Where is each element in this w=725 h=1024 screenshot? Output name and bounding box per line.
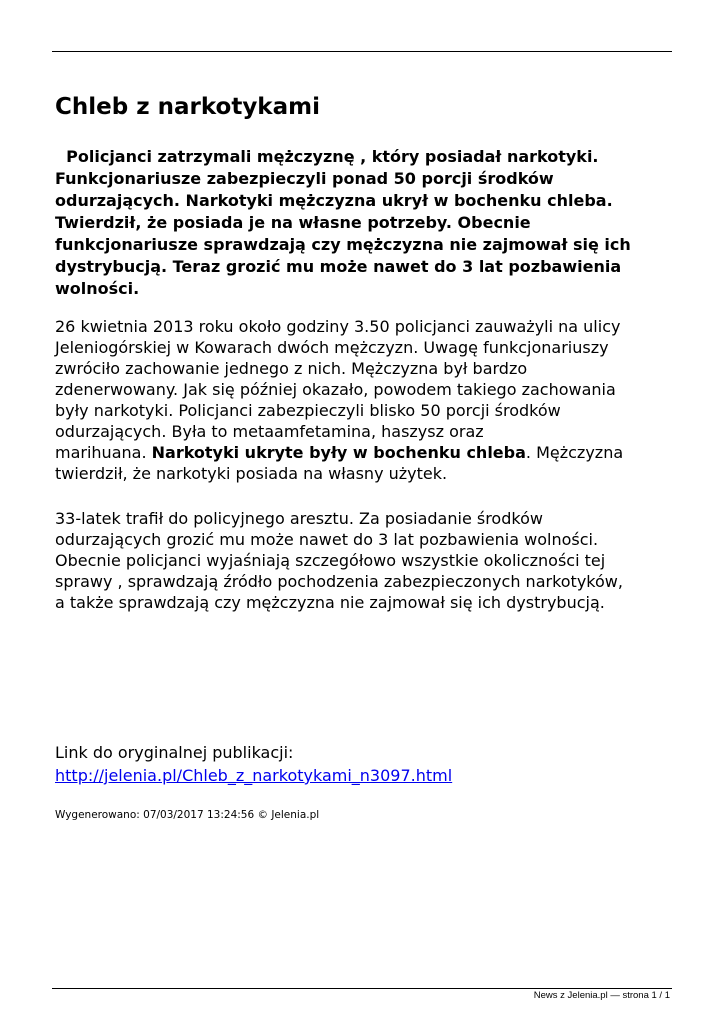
paragraph-line: a także sprawdzają czy mężczyzna nie zajmował się ich dystrybucją. (55, 593, 605, 612)
header-divider (52, 51, 672, 52)
paragraph-line: 33-latek trafił do policyjnego aresztu. Za posiadanie środków (55, 509, 543, 528)
lead-line: Funkcjonariusze zabezpieczyli ponad 50 porcji środków (55, 169, 554, 188)
footer-divider (52, 988, 672, 989)
paragraph-line: zdenerwowany. Jak się później okazało, powodem takiego zachowania (55, 380, 616, 399)
lead-line: wolności. (55, 279, 140, 298)
paragraph-line-mixed (55, 442, 680, 463)
paragraph-line: 26 kwietnia 2013 roku około godziny 3.50 policjanci zauważyli na ulicy (55, 317, 621, 336)
paragraph-text: marihuana. (55, 443, 152, 462)
paragraph-line: sprawy , sprawdzają źródło pochodzenia zabezpieczonych narkotyków, (55, 572, 623, 591)
paragraph-line: twierdził, że narkotyki posiada na własny użytek. (55, 464, 448, 483)
lead-line: Twierdził, że posiada je na własne potrzeby. Obecnie (55, 213, 531, 232)
lead-line: funkcjonariusze sprawdzają czy mężczyzna nie zajmował się ich (55, 235, 631, 254)
paragraph-text: . Mężczyzna (525, 443, 624, 462)
source-link-block (55, 741, 452, 787)
article-title: Chleb z narkotykami (55, 94, 320, 120)
lead-line: odurzających. Narkotyki mężczyzna ukrył w bochenku chleba. (55, 191, 613, 210)
lead-line: Policjanci zatrzymali mężczyznę , który posiadał narkotyki. (55, 147, 599, 166)
paragraph-line: odurzających. Była to metaamfetamina, haszysz oraz (55, 422, 484, 441)
bold-highlight: Narkotyki ukryte były w bochenku chleba (151, 443, 526, 462)
generated-timestamp: Wygenerowano: 07/03/2017 13:24:56 © Jelenia.pl (55, 809, 320, 821)
article-lead (55, 146, 680, 300)
article-paragraph-1 (55, 316, 680, 484)
paragraph-line: Obecnie policjanci wyjaśniają szczegółowo wszystkie okoliczności tej (55, 551, 606, 570)
paragraph-line: zwróciło zachowanie jednego z nich. Mężczyzna był bardzo (55, 359, 528, 378)
article-paragraph-2 (55, 508, 680, 613)
source-link[interactable]: http://jelenia.pl/Chleb_z_narkotykami_n3097.html (55, 766, 453, 785)
source-label: Link do oryginalnej publikacji: (55, 743, 294, 762)
lead-line: dystrybucją. Teraz grozić mu może nawet do 3 lat pozbawienia (55, 257, 622, 276)
paragraph-line: odurzających grozić mu może nawet do 3 lat pozbawienia wolności. (55, 530, 599, 549)
page-footer: News z Jelenia.pl — strona 1 / 1 (533, 990, 670, 1001)
paragraph-line: Jeleniogórskiej w Kowarach dwóch mężczyzn. Uwagę funkcjonariuszy (55, 338, 609, 357)
paragraph-line: były narkotyki. Policjanci zabezpieczyli blisko 50 porcji środków (55, 401, 561, 420)
